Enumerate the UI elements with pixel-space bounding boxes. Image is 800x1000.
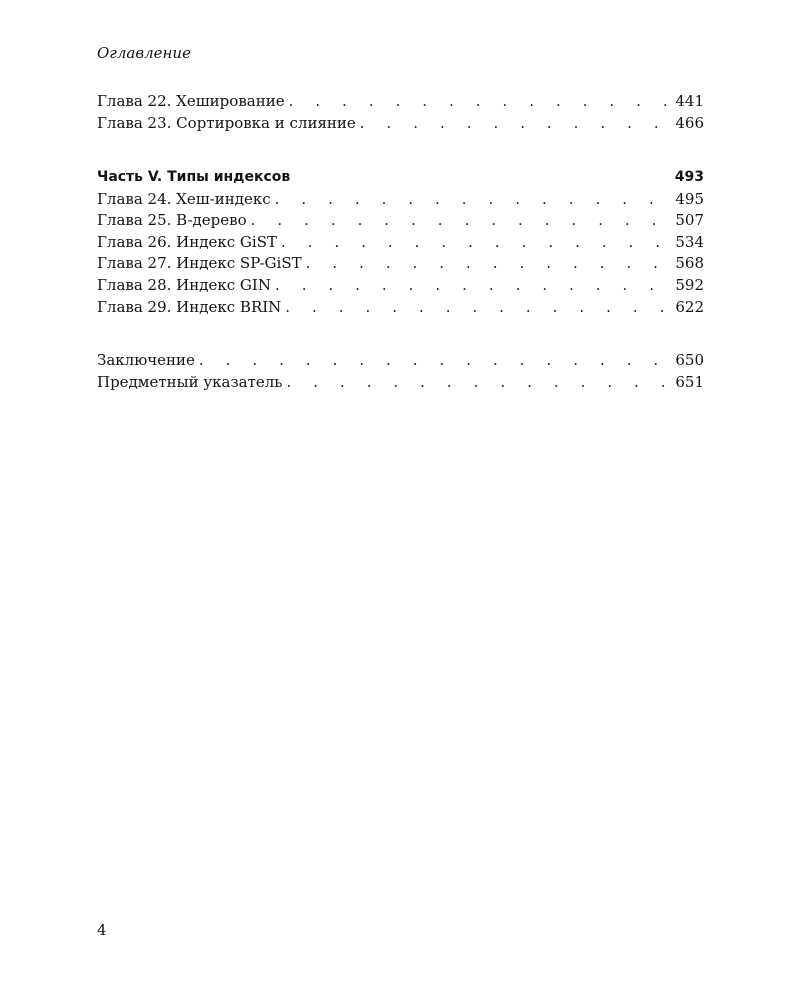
toc-entry-title: Глава 23. Сортировка и слияние (97, 113, 356, 132)
dot-leader (281, 232, 669, 254)
dot-leader (306, 253, 670, 275)
toc-group-part-iv-end (97, 91, 704, 134)
toc-entry-page: 534 (675, 232, 704, 251)
toc-entry[interactable] (97, 372, 704, 394)
toc-entry-title: Заключение (97, 351, 195, 369)
toc-entry-title: Глава 24. Хеш-индекс (97, 189, 271, 208)
toc-entry-title: Глава 26. Индекс GiST (97, 232, 277, 251)
toc-entry[interactable] (97, 189, 704, 211)
toc-entry-page: 592 (675, 275, 704, 294)
dot-leader (286, 372, 669, 394)
toc-entry[interactable] (97, 113, 704, 135)
dot-leader (360, 113, 670, 135)
part-heading[interactable] (97, 167, 704, 189)
toc-entry[interactable] (97, 297, 704, 319)
toc-entry-page: 650 (675, 351, 704, 369)
toc-entry[interactable] (97, 253, 704, 275)
dot-leader (285, 297, 669, 319)
toc-entry[interactable] (97, 350, 704, 372)
toc-entry-page: 651 (675, 372, 704, 391)
toc-entry-page: 495 (675, 189, 704, 208)
dot-leader (275, 275, 669, 297)
toc-entry-page: 441 (675, 92, 704, 110)
toc-group-back-matter (97, 350, 704, 393)
toc-entry-title: Глава 25. B-дерево (97, 211, 247, 230)
folio-page-number: 4 (97, 921, 107, 939)
part-heading-page: 493 (674, 169, 704, 185)
toc-entry-title: Глава 27. Индекс SP-GiST (97, 254, 302, 273)
toc-entry-page: 466 (675, 113, 704, 132)
toc-entry-title: Предметный указатель (97, 372, 283, 391)
dot-leader (275, 189, 670, 211)
dot-leader (199, 350, 669, 372)
dot-leader (289, 91, 670, 113)
toc-entry[interactable] (97, 275, 704, 297)
toc-entry-title: Глава 22. Хеширование (97, 92, 285, 110)
toc-entry-page: 507 (675, 211, 704, 230)
toc-entry[interactable] (97, 210, 704, 232)
toc-entry-page: 622 (675, 297, 704, 316)
toc-entry[interactable] (97, 232, 704, 254)
dot-leader (251, 210, 670, 232)
toc-entry-page: 568 (675, 254, 704, 273)
toc-group-part-v (97, 167, 704, 318)
part-heading-title: Часть V. Типы индексов (97, 169, 291, 185)
toc-entry[interactable] (97, 91, 704, 113)
toc-entry-title: Глава 29. Индекс BRIN (97, 297, 282, 316)
running-head-title: Оглавление (97, 44, 191, 62)
toc-entry-title: Глава 28. Индекс GIN (97, 275, 271, 294)
